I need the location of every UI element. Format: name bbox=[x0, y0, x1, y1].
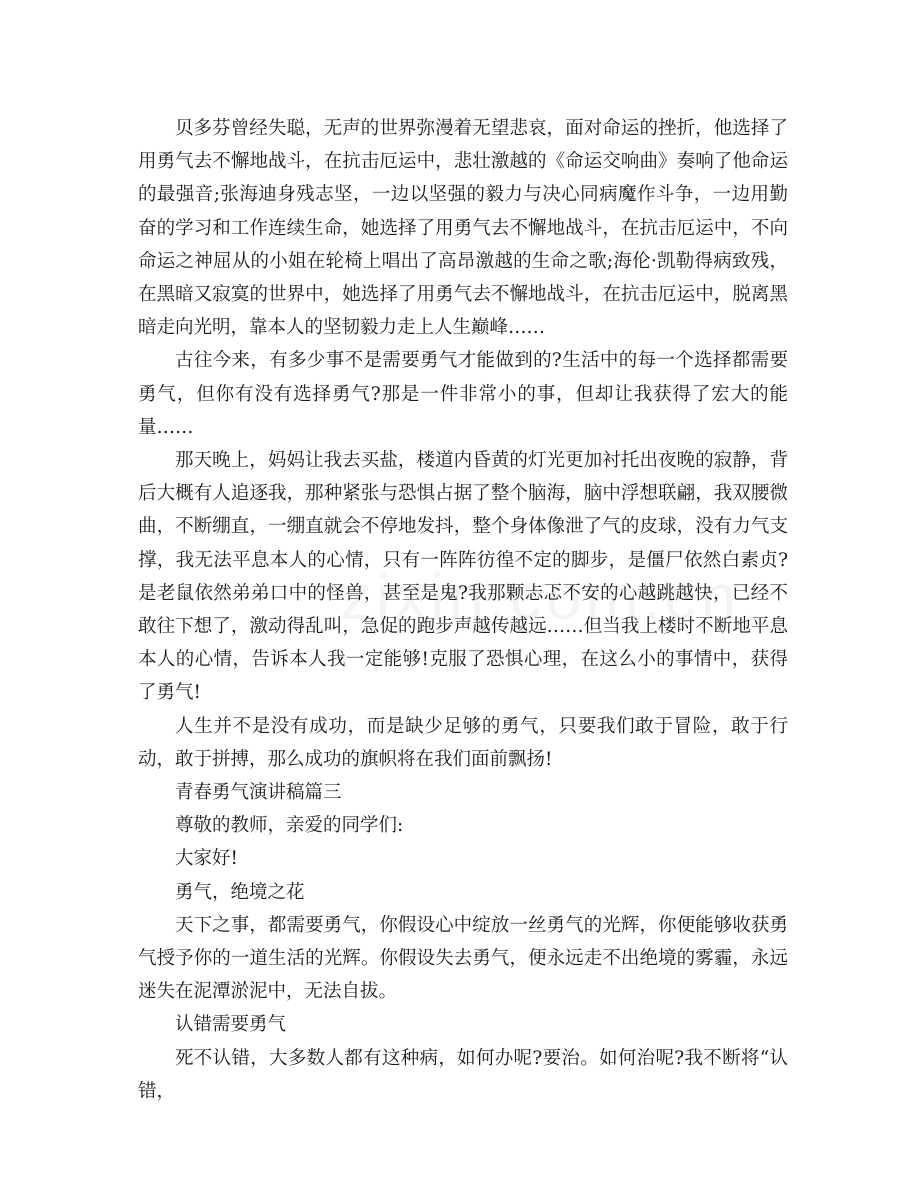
subtitle-courage-flower: 勇气，绝境之花 bbox=[175, 881, 305, 903]
paragraph-beethoven: 贝多芬曾经失聪，无声的世界弥漫着无望悲哀，面对命运的挫折，他选择了用勇气去不懈地战斗，在抗击厄运中，悲壮激越的《命运交响曲》奏响了他命运的最强音;张海迪身残志坚，一边以坚强的毅力与决心同病魔作斗争，一边用勤奋的学习和工作连续生命，她选择了用勇气去不懈地战斗，在抗击厄运中，不向命运之神屈从的小姐在轮椅上唱出了高昂激越的生命之歌;海伦·凯勒得病致残，在黑暗又寂寞的世界中，她选择了用勇气去不懈地战斗，在抗击厄运中，脱离黑暗走向光明，靠本人的坚韧毅力走上人生巅峰…… bbox=[138, 118, 788, 339]
section-title: 青春勇气演讲稿篇三 bbox=[175, 782, 342, 804]
paragraph-life-success: 人生并不是没有成功，而是缺少足够的勇气，只要我们敢于冒险，敢于行动，敢于拼搏，那么成功的旗帜将在我们面前飘扬! bbox=[138, 715, 788, 770]
salutation: 尊敬的教师，亲爱的同学们: bbox=[175, 815, 404, 837]
paragraph-never-admit: 死不认错，大多数人都有这种病，如何办呢?要治。如何治呢?我不断将“认错， bbox=[138, 1047, 788, 1102]
paragraph-everything-needs-courage: 天下之事，都需要勇气，你假设心中绽放一丝勇气的光辉，你便能够收获勇气授予你的一道生活的光辉。你假设失去勇气，便永远走不出绝境的雾霾，永远迷失在泥潭淤泥中，无法自拔。 bbox=[138, 914, 788, 1003]
paragraph-buying-salt: 那天晚上，妈妈让我去买盐，楼道内昏黄的灯光更加衬托出夜晚的寂静，背后大概有人追逐我，那种紧张与恐惧占据了整个脑海，脑中浮想联翩，我双腰微曲，不断绷直，一绷直就会不停地发抖，整个身体像泄了气的皮球，没有力气支撑，我无法平息本人的心情，只有一阵阵彷徨不定的脚步，是僵尸依然白素贞?是老鼠依然弟弟口中的怪兽，甚至是鬼?我那颗忐忑不安的心越跳越快，已经不敢往下想了，激动得乱叫，急促的跑步声越传越远……但当我上楼时不断地平息本人的心情，告诉本人我一定能够!克服了恐惧心理，在这么小的事情中，获得了勇气! bbox=[138, 450, 788, 704]
subtitle-admit-mistakes: 认错需要勇气 bbox=[175, 1014, 287, 1036]
paragraph-throughout-history: 古往今来，有多少事不是需要勇气才能做到的?生活中的每一个选择都需要勇气，但你有没有选择勇气?那是一件非常小的事，但却让我获得了宏大的能量…… bbox=[138, 350, 788, 438]
document-page bbox=[138, 112, 788, 1108]
greeting: 大家好! bbox=[175, 848, 238, 870]
